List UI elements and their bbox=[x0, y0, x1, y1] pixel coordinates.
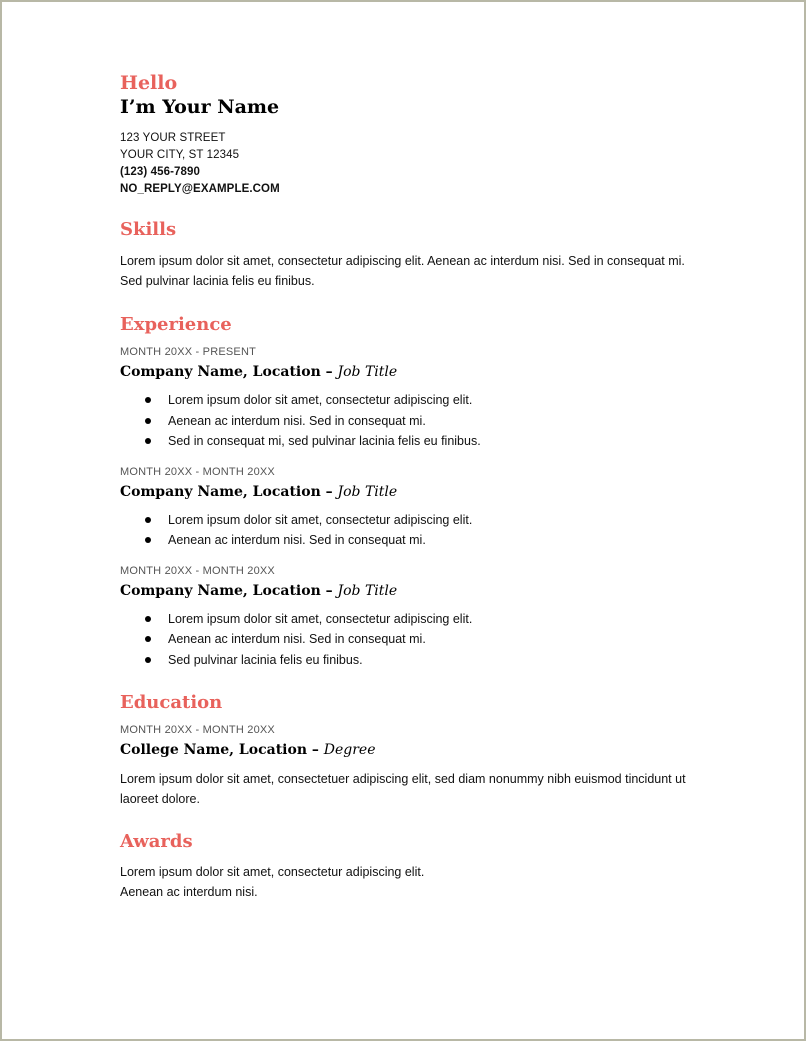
list-item bbox=[168, 650, 700, 671]
candidate-name: I’m Your Name bbox=[120, 96, 280, 118]
school-location: College Name, Location bbox=[120, 742, 308, 758]
bullet-text: Aenean ac interdum nisi. Sed in consequat mi. bbox=[168, 533, 426, 547]
bullet-text: Sed pulvinar lacinia felis eu finibus. bbox=[168, 652, 363, 667]
separator: – bbox=[307, 742, 324, 758]
experience-section bbox=[120, 313, 700, 670]
bullet-icon bbox=[145, 397, 151, 403]
degree: Degree bbox=[323, 742, 376, 758]
skills-section bbox=[120, 218, 700, 291]
job-date: MONTH 20XX - MONTH 20XX bbox=[120, 465, 275, 478]
list-item bbox=[168, 431, 700, 452]
bullet-icon bbox=[145, 657, 151, 663]
bullet-icon bbox=[145, 418, 151, 424]
phone-number: (123) 456-7890 bbox=[120, 166, 201, 178]
job-bullets bbox=[120, 390, 700, 452]
city-state-zip: YOUR CITY, ST 12345 bbox=[120, 149, 240, 161]
bullet-text: Lorem ipsum dolor sit amet, consectetur adipiscing elit. bbox=[168, 611, 473, 626]
education-section bbox=[120, 691, 700, 809]
job-entry bbox=[120, 464, 700, 551]
list-item bbox=[168, 411, 700, 432]
job-title: Job Title bbox=[337, 364, 398, 380]
bullet-text: Aenean ac interdum nisi. Sed in consequat mi. bbox=[168, 632, 426, 646]
bullet-icon bbox=[145, 636, 151, 642]
bullet-icon bbox=[145, 438, 151, 444]
resume-document bbox=[120, 70, 700, 902]
awards-line: Aenean ac interdum nisi. bbox=[120, 885, 258, 899]
awards-heading: Awards bbox=[120, 831, 193, 852]
job-heading bbox=[120, 360, 700, 384]
email-address: NO_REPLY@EXAMPLE.COM bbox=[120, 183, 280, 195]
education-entry bbox=[120, 722, 700, 809]
bullet-text: Lorem ipsum dolor sit amet, consectetur adipiscing elit. bbox=[168, 512, 473, 527]
education-heading: Education bbox=[120, 692, 223, 713]
bullet-text: Sed in consequat mi, sed pulvinar lacinia felis eu finibus. bbox=[168, 434, 481, 448]
list-item bbox=[168, 629, 700, 650]
separator: – bbox=[320, 364, 338, 380]
bullet-text: Lorem ipsum dolor sit amet, consectetur adipiscing elit. bbox=[168, 393, 473, 407]
company-location: Company Name, Location bbox=[120, 483, 321, 500]
street-address: 123 YOUR STREET bbox=[120, 132, 226, 144]
awards-line: Lorem ipsum dolor sit amet, consectetur adipiscing elit. bbox=[120, 865, 425, 879]
job-bullets bbox=[120, 510, 700, 551]
job-title: Job Title bbox=[337, 483, 398, 500]
job-date: MONTH 20XX - PRESENT bbox=[120, 346, 257, 358]
job-date: MONTH 20XX - MONTH 20XX bbox=[120, 564, 275, 577]
experience-heading: Experience bbox=[120, 314, 232, 335]
list-item bbox=[168, 609, 700, 630]
skills-text: Lorem ipsum dolor sit amet, consectetur adipiscing elit. Aenean ac interdum nisi. Sed in consequat mi. Sed pulvinar lacinia felis eu finibus. bbox=[120, 254, 685, 288]
list-item bbox=[168, 390, 700, 411]
list-item bbox=[168, 510, 700, 531]
list-item bbox=[168, 530, 700, 551]
awards-section bbox=[120, 830, 700, 902]
job-bullets bbox=[120, 609, 700, 671]
bullet-icon bbox=[145, 537, 151, 543]
job-entry bbox=[120, 563, 700, 671]
company-location: Company Name, Location bbox=[120, 364, 321, 380]
job-title: Job Title bbox=[337, 582, 398, 599]
resume-header bbox=[120, 70, 700, 198]
separator: – bbox=[320, 582, 338, 599]
education-text: Lorem ipsum dolor sit amet, consectetuer adipiscing elit, sed diam nonummy nibh euismod tincidunt ut laoreet dolore. bbox=[120, 772, 686, 806]
bullet-text: Aenean ac interdum nisi. Sed in consequat mi. bbox=[168, 413, 426, 428]
bullet-icon bbox=[145, 616, 151, 622]
skills-heading: Skills bbox=[120, 219, 177, 240]
education-heading-line bbox=[120, 738, 700, 762]
job-heading bbox=[120, 480, 700, 504]
greeting: Hello bbox=[120, 72, 178, 94]
education-date: MONTH 20XX - MONTH 20XX bbox=[120, 724, 275, 736]
company-location: Company Name, Location bbox=[120, 582, 321, 599]
job-entry bbox=[120, 344, 700, 452]
separator: – bbox=[320, 483, 338, 500]
bullet-icon bbox=[145, 517, 151, 523]
job-heading bbox=[120, 579, 700, 603]
